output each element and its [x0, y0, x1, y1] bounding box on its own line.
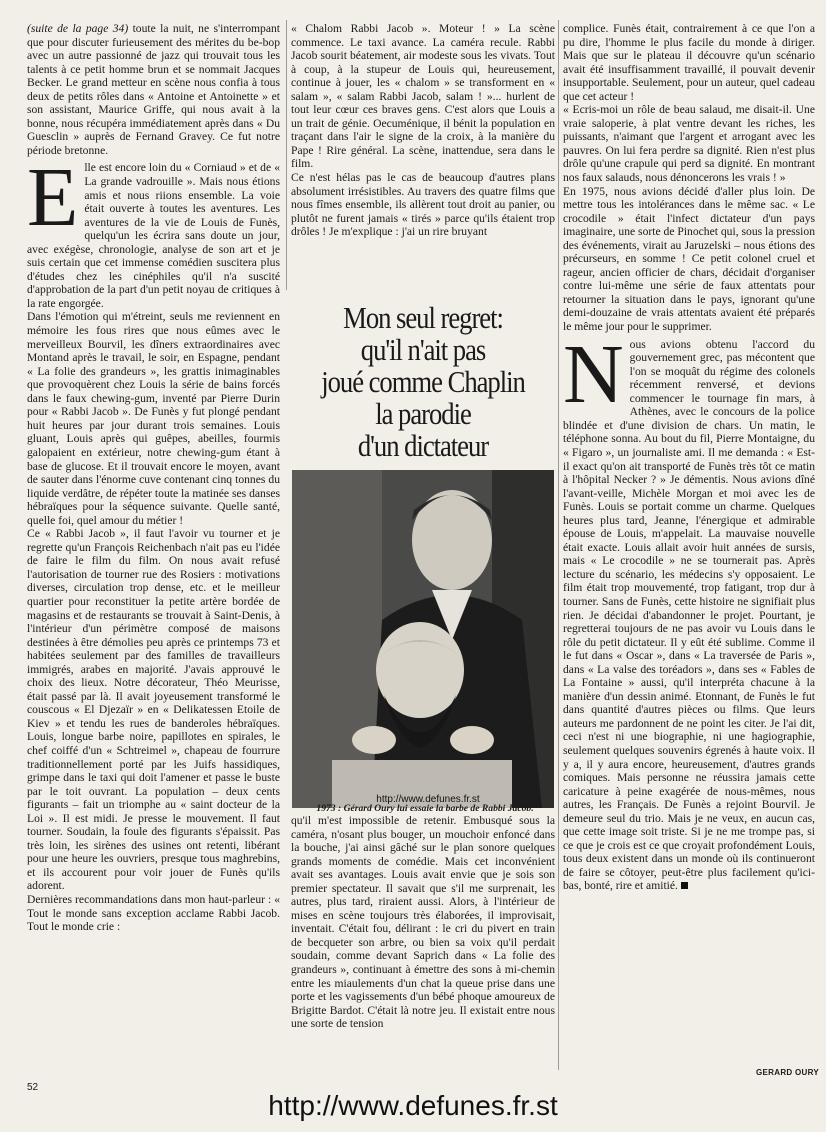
photo-watermark: http://www.defunes.fr.st: [376, 794, 480, 805]
headline-line: la parodie: [375, 396, 471, 431]
paragraph: Dernières recommandations dans mon haut-parleur : « Tout le monde sans exception acclame Rabbi Jacob. Tout le monde crie :: [27, 893, 280, 934]
column-divider: [286, 20, 287, 290]
paragraph: Ce « Rabbi Jacob », il faut l'avoir vu tourner et je regrette qu'un François Reichenbach n'ait pas eu l'idée de faire le film du film. On nous avait refusé l'autorisation de tourner rue des Rosiers : motivations diverses, circulation trop dense, etc. et le meilleur quartier pour reconstituer la petite artère bordée de magasins et de restaurants se trouvait à Saint-Denis, à l'intérieur d'un périmètre composé de maisons destinées à être démolies peu après ce printemps 73 et habitées seulement par des familles de travailleurs immigrés, arabes en majorité. J'avais approuvé le choix des lieux. Notre décorateur, Théo Meurisse, était passé par là. Il avait joyeusement transformé le couscous « El Djezaïr » en « Delikatessen Etoile de Kiev » et tendu les rues de banderoles hébraïques. Louis, longue barbe noire, papillotes en spirales, le chef coiffé d'un « Schtreimel », chapeau de fourrure traditionnellement porté par les Juifs hassidiques, grimpe dans le taxi qui doit l'amener et passe le buste par le toit ouvrant. La population – deux cents figurants – fait un triomphe au « saint docteur de la Loi ». Il est midi. Je presse le mouvement. Il faut tourner. Soudain, la foule des figurants s'épaissit. Pas très loin, les sirènes des usines ont retenti, libérant pour une heure les ouvriers, presque tous maghrebins, et ils accourent pour voir jouer de Funès qu'ils adorent.: [27, 527, 280, 893]
photo: [292, 470, 554, 808]
paragraph: [27, 22, 280, 157]
paragraph: Dans l'émotion qui m'étreint, seuls me reviennent en mémoire les fous rires que nous eûmes avec le merveilleux Bourvil, les dîners extraordinaires avec Montand après le travail, le soir, en Espagne, pendant « La folie des grandeurs », les grattis inimaginables que provoquèrent chez Louis la série de bains forcés dans le faux chewing-gum, inventé par Pierre Durin pour « Rabbi Jacob ». De Funès y fut plongé pendant huit heures par jour durant trois semaines. Louis gluant, Louis après qui guêpes, abeilles, fourmis galopaient en extérieur, notre chewing-gum étant à base de glucose. Et il trouvait encore le moyen, avant de sauter dans l'énorme cuve contenant cinq tonnes du liquide verdâtre, de répéter toute la matinée ses danses hébraïques pour la séquence suivante. Quelle santé, quelle foi, quel amour du métier !: [27, 310, 280, 527]
site-watermark: http://www.defunes.fr.st: [268, 1090, 558, 1121]
headline-line: qu'il n'ait pas: [360, 332, 486, 367]
headline-line: d'un dictateur: [357, 428, 489, 463]
article-column-1: [27, 22, 280, 1080]
paragraph: En 1975, nous avions décidé d'aller plus loin. De mettre tous les intolérances dans le même sac. « Le crocodile » était l'infect dictateur d'un pays imaginaire, une sorte de Pinochet qui, sous la pression des événements, virait au Jaruzelski – nous étions des précurseurs, en somme ! Ce petit colonel cruel et rageur, ancien officier de chars, décidait d'organiser contre lui-même une série de faux attentats pour retourner la situation dans le pays, ignorant qu'une demi-douzaine de vrais attentats avaient été préparés le même jour pour le supprimer.: [563, 184, 815, 334]
end-of-article-mark: [681, 882, 688, 889]
paragraph: Ce n'est hélas pas le cas de beaucoup d'autres plans absolument irrésistibles. Au travers des quatre films que nous fîmes ensemble, ils allèrent tout droit au panier, ou plutôt ne furent jamais « tirés » parce qu'ils étaient trop drôles ! Je m'explique : j'ai un rire bruyant: [291, 171, 555, 239]
author-signature: GERARD OURY: [756, 1068, 820, 1077]
photo-illustration: [292, 470, 554, 808]
paragraph: « Chalom Rabbi Jacob ». Moteur ! » La scène commence. Le taxi avance. La caméra recule. Rabbi Jacob sourit béatement, air modeste sous les vivats. Tout à coup, à la stupeur de Louis qui, heureusement, continue à jouer, les « chalom » se transforment en « salam », « salam Rabbi Jacob, salam ! »... hurlent de tout leur cœur ces braves gens. C'est alors que Louis a un trait de génie. Oecuménique, il bénit la population en traçant dans l'air le signe de la croix, à la manière du Pape ! Rire général. La scène, inattendue, sera dans le film.: [291, 22, 555, 171]
paragraph: [563, 327, 815, 893]
headline-line: Mon seul regret:: [343, 300, 503, 335]
paragraph: « Ecris-moi un rôle de beau salaud, me disait-il. Une vraie saloperie, à plat ventre devant les riches, les puissants, n'aimant que l'argent et arrogant avec les pauvres. On lui fera perdre sa dignité. Rien n'est plus drôle qu'une crapule qui perd sa dignité. En montrant nos faux salauds, nous dénoncerons les vrais ! »: [563, 103, 815, 185]
paragraph-text: lle est encore loin du « Corniaud » et de « La grande vadrouille ». Mais nous étions amis et nous riions ensemble. La voie était ouverte à toutes les aventures. Les aventures de la vie de Louis de Funès, quelqu'un les écrira sans doute un jour, avec exégèse, chronologie, analyse de son art et je suis certain que cet immense comédien suscitera plus d'études chez les cinéphiles qu'il n'a suscité d'approbation de la part d'un petit noyau de critiques à la rate engorgée.: [27, 161, 280, 310]
page-number: 52: [27, 1082, 39, 1093]
article-column-3: [563, 22, 815, 1068]
drop-cap: E: [27, 151, 79, 245]
headline-line: joué comme Chaplin: [321, 364, 525, 399]
drop-cap: N: [563, 327, 624, 421]
paragraph-text: toute la nuit, ne s'interrompant que pour discuter furieusement des mérites du be-bop avec un autre passionné de jazz qui trouvait tous les talents à ce petit homme brun et se nommait Jacques Becker. Le grand metteur en scène nous confia à tous deux de petits rôles dans « Antoine et Antoinette » et son assistant, Maurice Griffe, qui nous avait à la bonne, nous récupéra immédiatement après dans « Du Guesclin » auprès de Fernand Gravey. Ce fut notre période bretonne.: [27, 22, 280, 157]
paragraph: complice. Funès était, contrairement à ce que l'on a pu dire, l'homme le plus facile du monde à diriger. Mais que sur le plateau il découvre qu'un scénario avait été insuffisamment travaillé, il pouvait devenir insupportable. Seulement, pour un auteur, quel cadeau que cet acteur !: [563, 22, 815, 103]
pull-quote-headline: [309, 302, 536, 462]
article-column-2-top: [291, 22, 555, 300]
column-divider: [558, 20, 559, 1070]
paragraph-text: ous avions obtenu l'accord du gouvernement grec, pas mécontent que l'on se moquât du régime des colonels récemment renversé, et devions commencer le tournage fin mars, à Athènes, avec le concours de la police blindée et d'une division de chars. Un matin, le téléphone sonna. Au bout du fil, Pierre Montaigne, du « Figaro », un journaliste ami. Il me demanda : « Est-il exact qu'on ait transporté de Funès très tôt ce matin à l'hôpital Necker ? » Je démentis. Nous avions dîné l'avant-veille, Michèle Morgan et moi avec les de Funès. Louis se portait comme un charme. Quelques heures plus tard, Jeanne, l'énergique et admirable épouse de Louis, m'appelait. La mauvaise nouvelle était exacte. Louis allait avoir huit années de sursis, mais « Le crocodile » ne se tournerait pas. Après lecture du scénario, les médecins s'y opposaient. Le film était trop mouvementé, trop fatigant, trop dur à tourner. Sans de Funès, cette histoire ne signifiait plus rien. Je décidai d'abandonner le projet. Pourtant, je regretterai toujours de ne pas avoir vu Louis dans le rôle du petit dictateur. Il y eût été sublime. Comme il le fut dans « Oscar », dans « La traversée de Paris », dans « La valse des toréadors », dans ses « Fables de La Fontaine » aussi, qu'il interpréta chacune à la manière d'un dessin animé. Etonnant, de Funès le fut dans quantité d'autres pièces ou films. Que leurs auteurs me pardonnent de ne point les citer. Je l'ai dit, ceci n'est ni une biographie, ni une hagiographie, seulement quelques souvenirs égrenés à haute voix. Il y a, il y aura encore, heureusement, d'autres grands comiques. Mais personne ne réussira jamais cette caricature à peine exagérée de nous-mêmes, nous autres, les Français. De Funès a rejoint Bourvil. Je demeure seul du trio. Mais je ne veux, en aucun cas, que cette image soit triste. Si je ne me trompe pas, si ce que je crois est ce que croyait profondément Louis, tous deux existent dans un monde où ils continueront de faire se côtoyer, peut-être plus facilement qu'ici-bas, bonté, rire et amitié.: [563, 337, 815, 893]
paragraph: [27, 151, 280, 310]
continuation-note: (suite de la page 34): [27, 22, 129, 35]
paragraph: qu'il m'est impossible de retenir. Embusqué sous la caméra, n'osant plus bouger, un mouchoir enfoncé dans la bouche, j'ai ainsi gâché sur le plan sonore quelques grands moments de comédie. Mais cet inconvénient avait ses avantages. Louis avait envie que je sois son premier spectateur. Il savait que s'il me surprenait, les autres, plus tard, riraient aussi. Alors, à l'intérieur de mises en scène toujours très élaborées, il improvisait, inventait. C'était fou, délirant : le cri du pivert en train de becqueter son arbre, ou bien sa voix qu'il perdait soudain, comme devant Saprich dans « La folie des grandeurs », continuant à émettre des sons à mi-chemin entre les miaulements d'un chat la queue prise dans une porte et les vagissements d'un bébé phoque amoureux de Brigitte Bardot. C'était là notre jeu. Il existait entre nous une sorte de tension: [291, 814, 555, 1031]
article-column-2-bottom: [291, 814, 555, 1082]
photo-caption: 1973 : Gérard Oury lui essaie la barbe de Rabbi Jacob.: [316, 803, 534, 814]
